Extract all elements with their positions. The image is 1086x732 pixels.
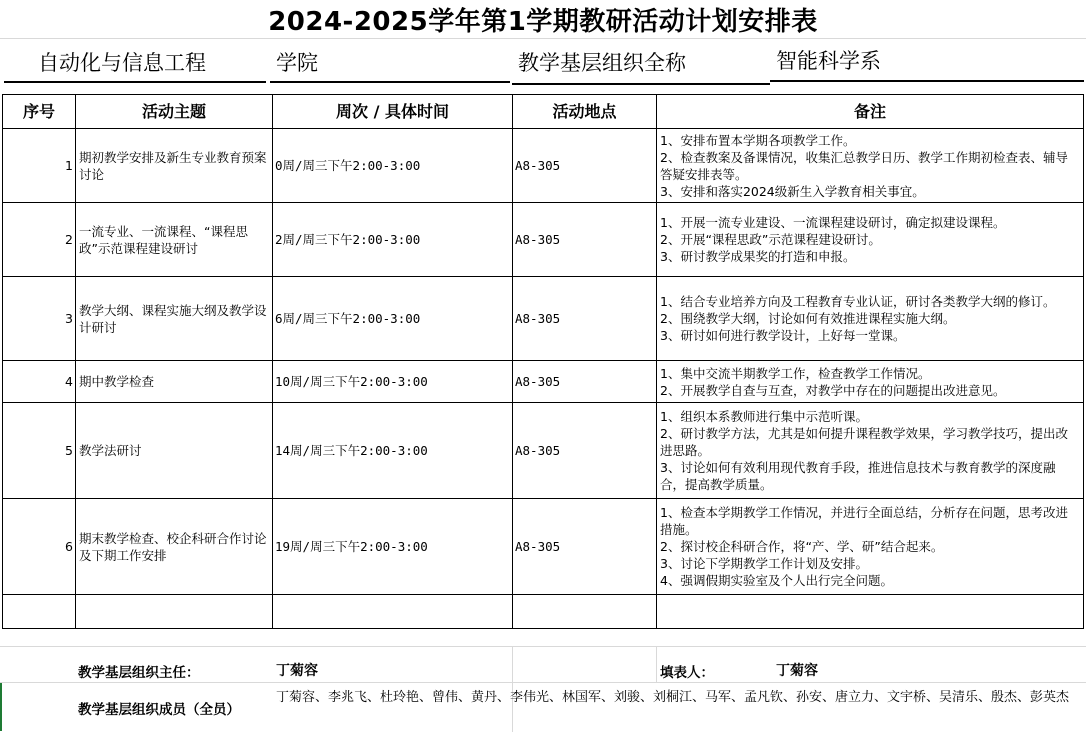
note-line: 4、强调假期实验室及个人出行完全问题。 [660, 573, 893, 588]
cell-notes[interactable] [657, 499, 1084, 595]
note-line: 2、开展“课程思政”示范课程建设研讨。 [660, 232, 881, 247]
note-line: 1、检查本学期教学工作情况，并进行全面总结，分析存在问题，思考改进措施。 [660, 505, 1068, 537]
cell-time[interactable]: 19周/周三下午2:00-3:00 [273, 499, 513, 595]
col-header-time: 周次 / 具体时间 [273, 95, 513, 129]
cell-location[interactable]: A8-305 [513, 361, 657, 403]
director-name[interactable]: 丁菊容 [276, 663, 318, 679]
cell-notes[interactable] [657, 361, 1084, 403]
cell-index[interactable]: 3 [3, 277, 76, 361]
table-row [3, 277, 1084, 361]
note-line: 1、组织本系教师进行集中示范听课。 [660, 409, 868, 424]
note-line: 3、讨论下学期教学工作计划及安排。 [660, 556, 868, 571]
cell-location[interactable]: A8-305 [513, 203, 657, 277]
gridline [0, 646, 1086, 647]
sheet-title: 2024-2025学年第1学期教研活动计划安排表 [268, 6, 818, 37]
cell-index[interactable]: 6 [3, 499, 76, 595]
cell-index[interactable]: 5 [3, 403, 76, 499]
table-header-row [3, 95, 1084, 129]
cell-index[interactable]: 1 [3, 129, 76, 203]
note-line: 2、开展教学自查与互查，对教学中存在的问题提出改进意见。 [660, 382, 1006, 398]
table-row [3, 499, 1084, 595]
cell-location[interactable]: A8-305 [513, 499, 657, 595]
cell-notes[interactable] [657, 129, 1084, 203]
cell-time[interactable]: 0周/周三下午2:00-3:00 [273, 129, 513, 203]
cell-empty[interactable] [273, 595, 513, 629]
cell-location[interactable]: A8-305 [513, 403, 657, 499]
cell-topic[interactable]: 期末教学检查、校企科研合作讨论及下期工作安排 [76, 499, 273, 595]
cell-time[interactable]: 2周/周三下午2:00-3:00 [273, 203, 513, 277]
cell-notes[interactable] [657, 403, 1084, 499]
cell-index[interactable]: 4 [3, 361, 76, 403]
note-line: 1、集中交流半期教学工作，检查教学工作情况。 [660, 365, 931, 381]
org-label: 教学基层组织全称 [518, 51, 686, 75]
cell-topic[interactable]: 期初教学安排及新生专业教育预案讨论 [76, 129, 273, 203]
cell-topic[interactable]: 一流专业、一流课程、“课程思政”示范课程建设研讨 [76, 203, 273, 277]
note-line: 2、研讨教学方法，尤其是如何提升课程教学效果，学习教学技巧，提出改进思路。 [660, 426, 1068, 458]
selection-marker [0, 683, 2, 731]
department-underline [4, 81, 266, 83]
cell-time[interactable]: 6周/周三下午2:00-3:00 [273, 277, 513, 361]
cell-index[interactable]: 2 [3, 203, 76, 277]
note-line: 3、研讨教学成果奖的打造和申报。 [660, 249, 856, 264]
college-underline [270, 81, 510, 83]
col-header-location: 活动地点 [513, 95, 657, 129]
filler-label: 填表人： [660, 665, 714, 681]
cell-empty[interactable] [3, 595, 76, 629]
table-row [3, 361, 1084, 403]
cell-location[interactable]: A8-305 [513, 277, 657, 361]
note-line: 1、开展一流专业建设、一流课程建设研讨，确定拟建设课程。 [660, 215, 1006, 230]
cell-empty[interactable] [513, 595, 657, 629]
cell-time[interactable]: 10周/周三下午2:00-3:00 [273, 361, 513, 403]
note-line: 2、探讨校企科研合作，将“产、学、研”结合起来。 [660, 539, 944, 554]
activity-table [2, 94, 1084, 629]
cell-empty[interactable] [657, 595, 1084, 629]
cell-empty[interactable] [76, 595, 273, 629]
note-line: 3、讨论如何有效利用现代教育手段，推进信息技术与教育教学的深度融合，提高教学质量。 [660, 460, 1056, 492]
cell-topic[interactable]: 教学法研讨 [76, 403, 273, 499]
cell-topic[interactable]: 教学大纲、课程实施大纲及教学设计研讨 [76, 277, 273, 361]
col-header-topic: 活动主题 [76, 95, 273, 129]
director-label: 教学基层组织主任： [78, 665, 200, 681]
org-name-underline [770, 80, 1084, 82]
note-line: 2、围绕教学大纲，讨论如何有效推进课程实施大纲。 [660, 311, 956, 326]
gridline [0, 682, 1086, 683]
members-label: 教学基层组织成员（全员） [78, 702, 240, 718]
cell-time[interactable]: 14周/周三下午2:00-3:00 [273, 403, 513, 499]
org-name[interactable]: 智能科学系 [776, 49, 881, 73]
note-line: 3、研讨如何进行教学设计，上好每一堂课。 [660, 328, 906, 343]
gridline [656, 646, 657, 682]
department-name[interactable]: 自动化与信息工程 [38, 51, 206, 75]
table-row [3, 129, 1084, 203]
filler-name[interactable]: 丁菊容 [776, 663, 818, 679]
note-line: 1、结合专业培养方向及工程教育专业认证，研讨各类教学大纲的修订。 [660, 294, 1056, 309]
table-row [3, 403, 1084, 499]
table-row [3, 203, 1084, 277]
note-line: 1、安排布置本学期各项教学工作。 [660, 132, 856, 148]
note-line: 2、检查教案及备课情况，收集汇总教学日历、教学工作期初检查表、辅导答疑安排表等。 [660, 149, 1068, 182]
table-row-empty [3, 595, 1084, 629]
col-header-index: 序号 [3, 95, 76, 129]
gridline [0, 38, 1086, 39]
cell-location[interactable]: A8-305 [513, 129, 657, 203]
cell-notes[interactable] [657, 277, 1084, 361]
note-line: 3、安排和落实2024级新生入学教育相关事宜。 [660, 183, 925, 199]
cell-notes[interactable] [657, 203, 1084, 277]
cell-topic[interactable]: 期中教学检查 [76, 361, 273, 403]
college-label: 学院 [276, 51, 318, 75]
col-header-notes: 备注 [657, 95, 1084, 129]
members-list[interactable]: 丁菊容、李兆飞、杜玲艳、曾伟、黄丹、李伟光、林国军、刘骏、刘桐江、马军、孟凡钦、孙安、唐立力、文宇桥、吴清乐、殷杰、彭英杰 [276, 690, 1070, 705]
org-label-underline [512, 83, 770, 85]
